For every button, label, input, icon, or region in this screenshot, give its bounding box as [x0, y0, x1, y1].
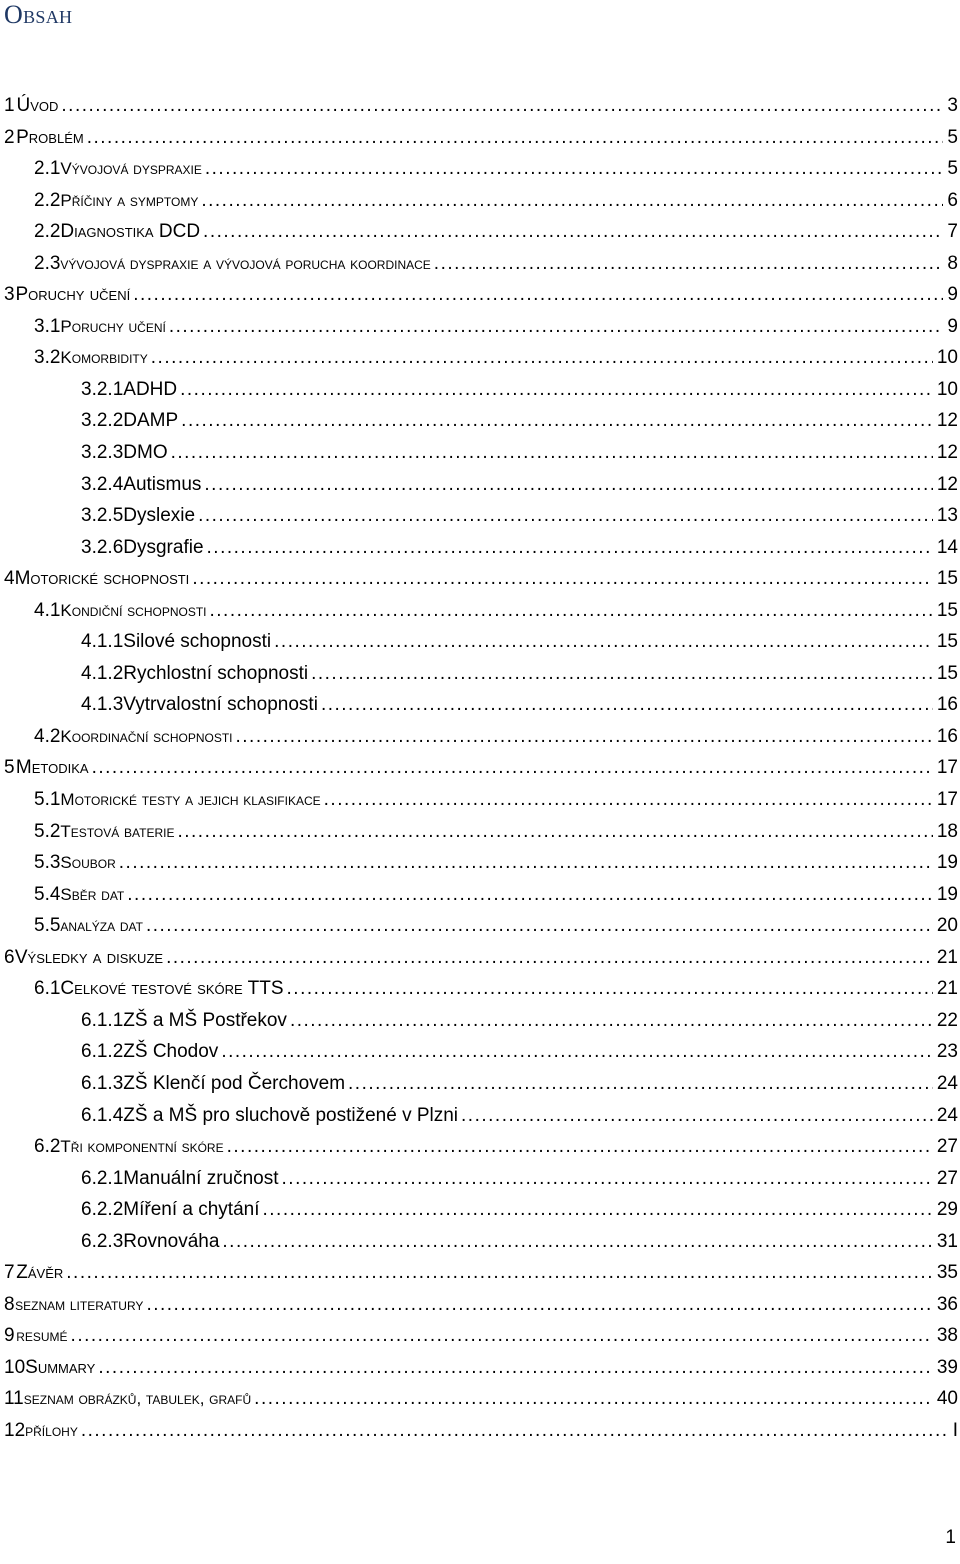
dot-leader: [263, 1194, 933, 1226]
toc-entry-page: 9: [947, 315, 958, 337]
toc-entry[interactable]: [0, 1320, 960, 1352]
toc-entry-page: 15: [936, 631, 958, 653]
toc-entry-label: DMO: [123, 442, 168, 464]
toc-entry-number: 2: [4, 126, 15, 148]
toc-entry-page: 7: [947, 221, 958, 243]
toc-entry-number: 5.3: [34, 852, 61, 874]
dot-leader: [146, 910, 933, 942]
toc-entry-number: 6.2.3: [81, 1230, 124, 1252]
toc-entry[interactable]: [0, 1415, 960, 1447]
toc-entry-label: ADHD: [123, 378, 178, 400]
dot-leader: [166, 942, 933, 974]
toc-entry-number: 2.2: [34, 189, 61, 211]
toc-entry[interactable]: [0, 1068, 960, 1100]
toc-entry-page: 15: [936, 599, 958, 621]
toc-entry-number: 5: [4, 757, 15, 779]
toc-entry-page: 16: [936, 694, 958, 716]
toc-entry-page: 15: [936, 662, 958, 684]
toc-entry-number: 3.2: [34, 347, 61, 369]
toc-entry[interactable]: [0, 1383, 960, 1415]
dot-leader: [287, 973, 933, 1005]
toc-entry-page: 15: [936, 568, 958, 590]
toc-entry[interactable]: [0, 405, 960, 437]
toc-entry[interactable]: [0, 1194, 960, 1226]
toc-entry[interactable]: [0, 1131, 960, 1163]
toc-entry-number: 3.2.3: [81, 442, 124, 464]
toc-entry[interactable]: [0, 342, 960, 374]
dot-leader: [290, 1005, 933, 1037]
toc-entry-page: 36: [936, 1293, 958, 1315]
toc-entry[interactable]: [0, 1163, 960, 1195]
dot-leader: [254, 1383, 933, 1415]
toc-entry-label: Tři komponentní skóre: [60, 1137, 224, 1157]
toc-entry-page: 5: [947, 158, 958, 180]
toc-entry-page: 19: [936, 883, 958, 905]
toc-entry-label: DAMP: [123, 410, 179, 432]
toc-entry-label: Poruchy učení: [60, 316, 166, 336]
toc-entry-number: 4.1.1: [81, 631, 124, 653]
toc-entry-number: 2.3: [34, 252, 61, 274]
toc-entry-page: 13: [936, 505, 958, 527]
toc-entry-number: 3.2.5: [81, 505, 124, 527]
toc-entry[interactable]: [0, 437, 960, 469]
toc-entry-label: ZŠ a MŠ pro sluchově postižené v Plzni: [123, 1104, 459, 1126]
toc-entry-label: Vytrvalostní schopnosti: [123, 694, 318, 716]
toc-entry[interactable]: [0, 216, 960, 248]
toc-entry-page: 14: [936, 536, 958, 558]
dot-leader: [181, 405, 933, 437]
toc-entry-page: 24: [936, 1104, 958, 1126]
toc-entry-number: 5.1: [34, 789, 61, 811]
toc-entry-number: 6.1.1: [81, 1009, 124, 1031]
toc-entry-label: Míření a chytání: [123, 1199, 260, 1221]
toc-entry[interactable]: [0, 626, 960, 658]
toc-entry-label: ZŠ Chodov: [123, 1041, 219, 1063]
dot-leader: [434, 248, 944, 280]
toc-entry-label: Rovnováha: [123, 1230, 220, 1252]
toc-entry-page: 22: [936, 1009, 958, 1031]
toc-entry-number: 5.2: [34, 820, 61, 842]
toc-entry-page: 38: [936, 1325, 958, 1347]
toc-entry-label: Rychlostní schopnosti: [123, 662, 309, 684]
toc-entry[interactable]: [0, 469, 960, 501]
dot-leader: [71, 1320, 933, 1352]
toc-entry-number: 4.1.2: [81, 662, 124, 684]
dot-leader: [81, 1415, 949, 1447]
toc-entry-label: Motorické testy a jejich klasifikace: [60, 790, 321, 810]
dot-leader: [201, 185, 943, 217]
toc-entry-number: 2.1: [34, 158, 61, 180]
toc-entry-page: 39: [936, 1356, 958, 1378]
toc-entry-label: Výsledky a diskuze: [14, 946, 164, 968]
dot-leader: [461, 1100, 933, 1132]
toc-entry[interactable]: [0, 185, 960, 217]
toc-entry-number: 5.4: [34, 883, 61, 905]
toc-entry[interactable]: [0, 279, 960, 311]
toc-entry-number: 7: [4, 1262, 15, 1284]
toc-entry-number: 3: [4, 284, 15, 306]
toc-entry[interactable]: [0, 122, 960, 154]
toc-entry-number: 6.1.4: [81, 1104, 124, 1126]
dot-leader: [207, 532, 933, 564]
page-title: Obsah: [4, 0, 73, 29]
toc-entry[interactable]: [0, 721, 960, 753]
toc-entry[interactable]: [0, 1036, 960, 1068]
toc-entry[interactable]: [0, 1226, 960, 1258]
toc-entry-page: 21: [936, 978, 958, 1000]
toc-entry[interactable]: [0, 90, 960, 122]
toc-entry-number: 6.1.3: [81, 1072, 124, 1094]
toc-entry-label: ZŠ Klenčí pod Čerchovem: [123, 1072, 346, 1094]
toc-entry-number: 3.2.1: [81, 378, 124, 400]
toc-entry-label: Problém: [16, 126, 84, 148]
dot-leader: [66, 1257, 933, 1289]
toc-entry[interactable]: [0, 1352, 960, 1384]
dot-leader: [198, 500, 933, 532]
toc-entry[interactable]: [0, 500, 960, 532]
toc-entry-page: 10: [936, 378, 958, 400]
toc-entry-label: Sběr dat: [60, 884, 125, 904]
toc-entry-label: Poruchy učení: [15, 284, 131, 306]
toc-entry-number: 8: [4, 1293, 15, 1315]
toc-entry-page: 8: [947, 252, 958, 274]
toc-entry-label: ZŠ a MŠ Postřekov: [123, 1009, 287, 1031]
dot-leader: [348, 1068, 933, 1100]
toc-entry-page: 29: [936, 1199, 958, 1221]
toc-entry-page: 6: [947, 189, 958, 211]
toc-entry-number: 9: [4, 1325, 15, 1347]
dot-leader: [177, 816, 932, 848]
dot-leader: [321, 689, 933, 721]
toc-entry[interactable]: [0, 248, 960, 280]
dot-leader: [127, 879, 933, 911]
toc-entry-number: 12: [4, 1419, 26, 1441]
toc-entry[interactable]: [0, 563, 960, 595]
toc-entry[interactable]: [0, 374, 960, 406]
dot-leader: [203, 216, 943, 248]
toc-entry[interactable]: [0, 595, 960, 627]
toc-entry-label: Testová baterie: [60, 821, 175, 841]
dot-leader: [204, 469, 932, 501]
toc-entry-page: 18: [936, 820, 958, 842]
toc-entry-page: I: [952, 1419, 958, 1441]
toc-entry-number: 6.2.1: [81, 1167, 124, 1189]
toc-entry-label: analýza dat: [60, 916, 143, 936]
toc-entry-page: 24: [936, 1072, 958, 1094]
toc-entry-page: 12: [936, 473, 958, 495]
toc-entry-page: 17: [936, 789, 958, 811]
toc-entry-number: 10: [4, 1356, 26, 1378]
dot-leader: [61, 90, 943, 122]
toc-entry[interactable]: [0, 1289, 960, 1321]
toc-entry-page: 12: [936, 410, 958, 432]
toc-entry[interactable]: [0, 910, 960, 942]
toc-entry-number: 4.1.3: [81, 694, 124, 716]
toc-entry-label: přílohy: [25, 1420, 78, 1440]
toc-entry[interactable]: [0, 942, 960, 974]
toc-entry-number: 6.2: [34, 1136, 61, 1158]
toc-entry-label: seznam obrázků, tabulek, grafů: [23, 1389, 252, 1409]
toc-entry-number: 6.1.2: [81, 1041, 124, 1063]
toc-entry-number: 11: [4, 1388, 24, 1410]
dot-leader: [192, 563, 933, 595]
dot-leader: [119, 847, 933, 879]
dot-leader: [98, 1352, 933, 1384]
toc-entry-label: Koordinační schopnosti: [60, 726, 233, 746]
toc-entry-label: Silové schopnosti: [123, 631, 272, 653]
toc-entry-number: 4: [4, 568, 15, 590]
toc-entry[interactable]: [0, 1005, 960, 1037]
toc-entry[interactable]: [0, 879, 960, 911]
dot-leader: [282, 1163, 933, 1195]
table-of-contents: [0, 90, 960, 1447]
toc-entry-page: 20: [936, 915, 958, 937]
dot-leader: [146, 1289, 932, 1321]
toc-entry-page: 5: [947, 126, 958, 148]
toc-entry[interactable]: [0, 816, 960, 848]
dot-leader: [221, 1036, 933, 1068]
dot-leader: [180, 374, 933, 406]
toc-entry-number: 3.1: [34, 315, 61, 337]
toc-entry-number: 3.2.4: [81, 473, 124, 495]
toc-entry-label: Autismus: [123, 473, 202, 495]
toc-entry-page: 9: [947, 284, 958, 306]
toc-entry-page: 16: [936, 725, 958, 747]
dot-leader: [169, 311, 944, 343]
toc-entry-page: 35: [936, 1262, 958, 1284]
toc-entry-label: Diagnostika DCD: [60, 221, 201, 243]
dot-leader: [205, 153, 944, 185]
toc-entry[interactable]: [0, 1257, 960, 1289]
toc-entry-label: seznam literatury: [15, 1294, 144, 1314]
toc-entry-label: Motorické schopnosti: [14, 568, 190, 590]
toc-entry-number: 4.1: [34, 599, 61, 621]
toc-entry-page: 27: [936, 1167, 958, 1189]
toc-entry-label: Soubor: [60, 853, 116, 873]
dot-leader: [151, 342, 933, 374]
toc-entry-page: 10: [936, 347, 958, 369]
toc-entry-page: 31: [936, 1230, 958, 1252]
toc-entry-number: 3.2.2: [81, 410, 124, 432]
dot-leader: [236, 721, 933, 753]
toc-entry-page: 27: [936, 1136, 958, 1158]
toc-entry-page: 3: [947, 95, 958, 116]
toc-entry-page: 12: [936, 442, 958, 464]
toc-entry-label: vývojová dyspraxie a vývojová porucha koordinace: [60, 253, 431, 273]
toc-entry[interactable]: [0, 973, 960, 1005]
toc-entry-label: Summary: [25, 1356, 96, 1378]
toc-entry-number: 1: [4, 95, 15, 116]
toc-entry[interactable]: [0, 311, 960, 343]
toc-entry-number: 4.2: [34, 725, 61, 747]
toc-entry-label: Metodika: [15, 757, 89, 779]
toc-entry[interactable]: [0, 752, 960, 784]
dot-leader: [87, 122, 944, 154]
toc-entry-number: 5.5: [34, 915, 61, 937]
dot-leader: [210, 595, 933, 627]
dot-leader: [311, 658, 933, 690]
toc-entry[interactable]: [0, 658, 960, 690]
dot-leader: [222, 1226, 932, 1258]
dot-leader: [171, 437, 933, 469]
toc-entry-label: Kondiční schopnosti: [60, 600, 207, 620]
toc-entry-label: Vývojová dyspraxie: [60, 159, 202, 179]
toc-entry[interactable]: [0, 532, 960, 564]
toc-entry-number: 6.1: [34, 978, 61, 1000]
toc-entry-page: 19: [936, 852, 958, 874]
toc-entry-page: 23: [936, 1041, 958, 1063]
dot-leader: [92, 752, 933, 784]
page-number: 1: [945, 1527, 956, 1548]
toc-entry-label: Manuální zručnost: [123, 1167, 279, 1189]
toc-entry-label: Dyslexie: [123, 505, 196, 527]
toc-entry-label: Závěr: [16, 1262, 64, 1284]
toc-entry-number: 3.2.6: [81, 536, 124, 558]
toc-entry-label: Úvod: [16, 95, 59, 116]
toc-entry-label: Dysgrafie: [123, 536, 204, 558]
toc-entry-page: 17: [936, 757, 958, 779]
toc-entry[interactable]: [0, 153, 960, 185]
toc-entry[interactable]: [0, 847, 960, 879]
toc-entry[interactable]: [0, 784, 960, 816]
dot-leader: [274, 626, 933, 658]
dot-leader: [324, 784, 933, 816]
toc-entry-number: 6.2.2: [81, 1199, 124, 1221]
toc-entry-label: Komorbidity: [60, 348, 148, 368]
toc-entry-number: 6: [4, 946, 15, 968]
dot-leader: [227, 1131, 933, 1163]
toc-entry-page: 21: [936, 946, 958, 968]
toc-entry-label: Příčiny a symptomy: [60, 190, 199, 210]
dot-leader: [133, 279, 943, 311]
toc-entry[interactable]: [0, 689, 960, 721]
toc-entry-label: resumé: [16, 1326, 68, 1346]
toc-entry[interactable]: [0, 1100, 960, 1132]
toc-entry-page: 40: [936, 1388, 958, 1410]
toc-entry-number: 2.2: [34, 221, 61, 243]
toc-entry-label: Celkové testové skóre TTS: [60, 978, 284, 1000]
